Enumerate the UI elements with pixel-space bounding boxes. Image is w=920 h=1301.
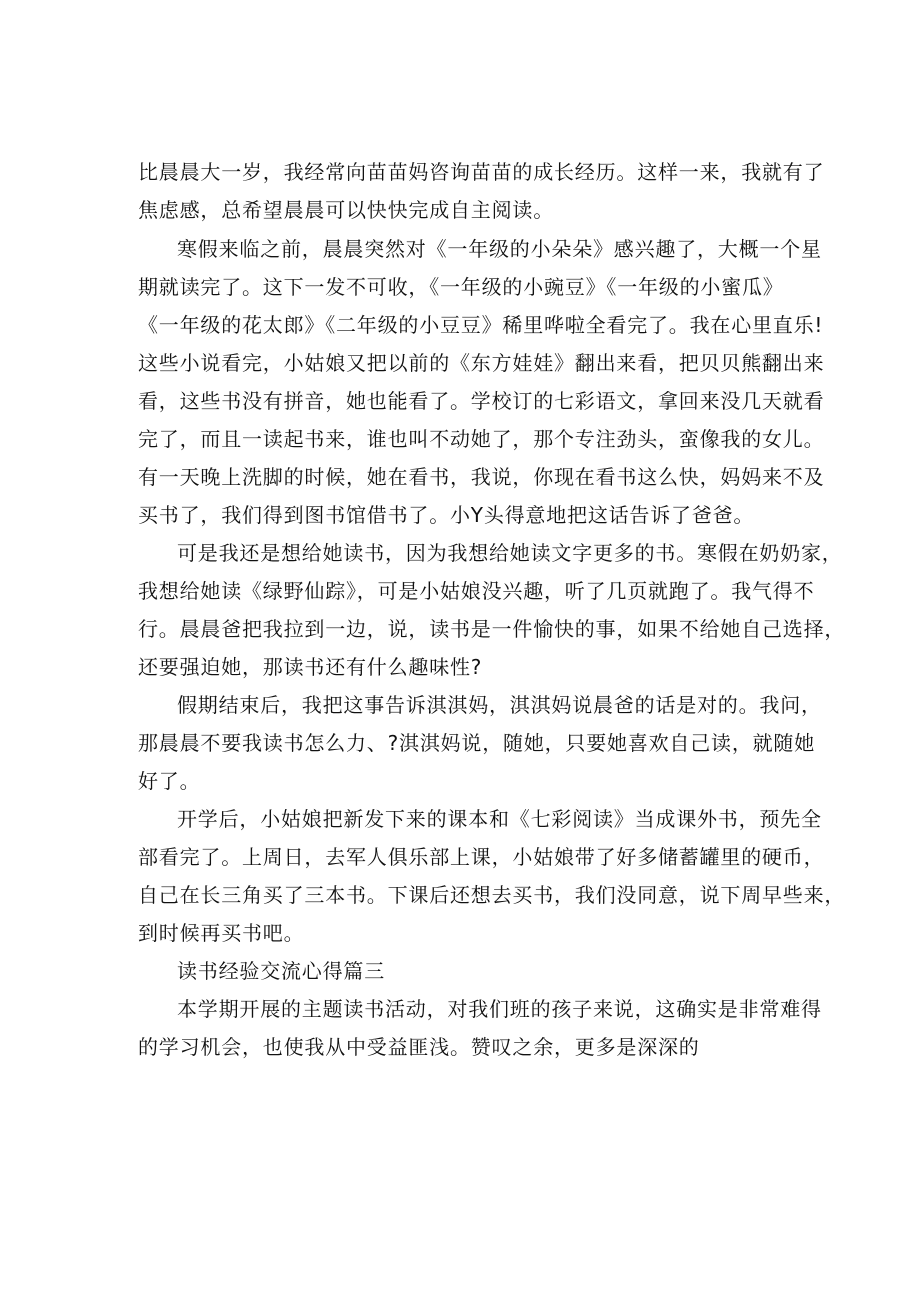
- text-line: 那晨晨不要我读书怎么力、?淇淇妈说，随她，只要她喜欢自己读，就随她: [138, 731, 816, 755]
- text-line: 完了，而且一读起书来，谁也叫不动她了，那个专注劲头，蛮像我的女儿。: [138, 427, 825, 451]
- text-line: 这些小说看完，小姑娘又把以前的《东方娃娃》翻出来看，把贝贝熊翻出来: [138, 351, 825, 375]
- section-heading: 读书经验交流心得篇三: [177, 959, 385, 983]
- text-line: 部看完了。上周日，去军人俱乐部上课，小姑娘带了好多储蓄罐里的硬币，: [138, 845, 825, 869]
- text-line: 《一年级的花太郎》《二年级的小豆豆》稀里哗啦全看完了。我在心里直乐!: [138, 313, 824, 337]
- text-line: 假期结束后，我把这事告诉淇淇妈，淇淇妈说晨爸的话是对的。我问，: [177, 693, 822, 717]
- text-line: 买书了，我们得到图书馆借书了。小Y头得意地把这话告诉了爸爸。: [138, 503, 755, 527]
- text-line: 我想给她读《绿野仙踪》，可是小姑娘没兴趣，听了几页就跑了。我气得不: [138, 579, 815, 603]
- text-line: 还要强迫她，那读书还有什么趣味性?: [138, 655, 483, 679]
- text-line: 自己在长三角买了三本书。下课后还想去买书，我们没同意，说下周早些来，: [138, 883, 846, 907]
- text-line: 看，这些书没有拼音，她也能看了。学校订的七彩语文，拿回来没几天就看: [138, 389, 825, 413]
- text-line: 本学期开展的主题读书活动，对我们班的孩子来说，这确实是非常难得: [177, 997, 822, 1021]
- text-line: 好了。: [138, 769, 201, 793]
- text-line: 行。晨晨爸把我拉到一边，说，读书是一件愉快的事，如果不给她自己选择，: [138, 617, 846, 641]
- text-line: 寒假来临之前，晨晨突然对《一年级的小朵朵》感兴趣了，大概一个星: [177, 237, 822, 261]
- text-line: 的学习机会，也使我从中受益匪浅。赞叹之余，更多是深深的: [138, 1035, 700, 1059]
- text-line: 到时候再买书吧。: [138, 921, 305, 945]
- text-line: 期就读完了。这下一发不可收，《一年级的小豌豆》《一年级的小蜜瓜》: [138, 275, 784, 299]
- text-line: 开学后，小姑娘把新发下来的课本和《七彩阅读》当成课外书，预先全: [177, 807, 822, 831]
- text-line: 比晨晨大一岁，我经常向苗苗妈咨询苗苗的成长经历。这样一来，我就有了: [138, 160, 825, 184]
- text-line: 焦虑感，总希望晨晨可以快快完成自主阅读。: [138, 198, 554, 222]
- text-line: 可是我还是想给她读书，因为我想给她读文字更多的书。寒假在奶奶家，: [177, 541, 843, 565]
- text-line: 有一天晚上洗脚的时候，她在看书，我说，你现在看书这么快，妈妈来不及: [138, 465, 825, 489]
